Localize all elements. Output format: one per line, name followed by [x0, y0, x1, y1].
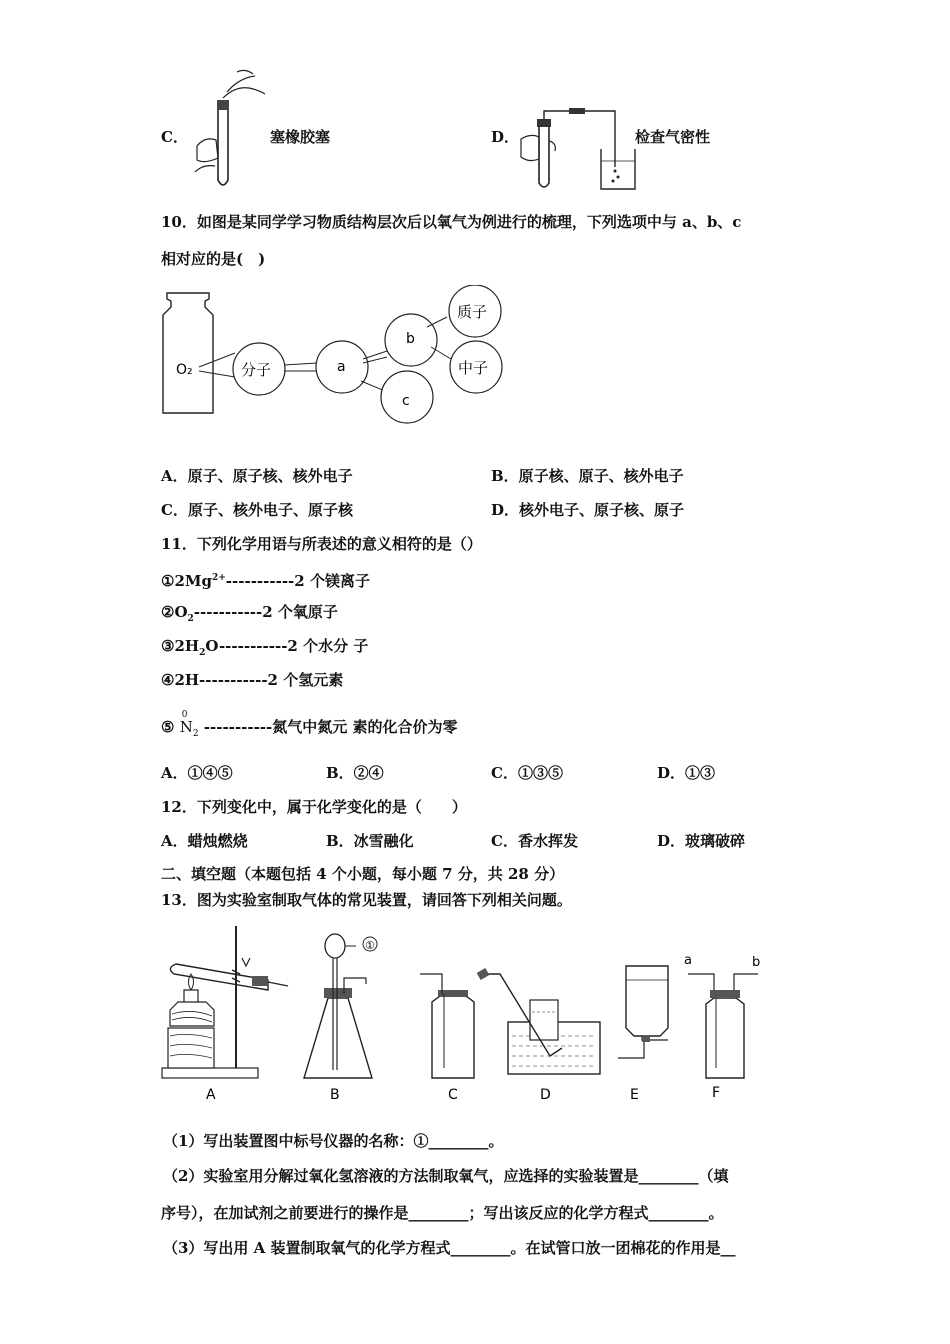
port-b-label: b [752, 955, 761, 970]
apparatus-e [618, 966, 668, 1058]
apparatus-label-b: B [330, 1087, 340, 1103]
q13-sub3: （3）写出用 A 装置制取氧气的化学方程式________。在试管口放一团棉花的作用是__ [163, 1239, 736, 1257]
q10-stem-line2: 相对应的是( ) [161, 250, 266, 268]
q11-item1-charge: 2+ [211, 573, 226, 583]
q11-option-b[interactable]: B．②④ [326, 764, 384, 782]
q12-option-a[interactable]: A．蜡烛燃烧 [161, 832, 248, 850]
apparatus-b [304, 934, 377, 1078]
q11-item4: ④2H-----------2 个氢元素 [161, 671, 344, 689]
q10-option-a[interactable]: A．原子、原子核、核外电子 [161, 467, 353, 485]
apparatus-d [477, 968, 600, 1074]
apparatus-label-f: F [712, 1085, 721, 1101]
q11-stem: 11．下列化学用语与所表述的意义相符的是（） [161, 535, 482, 553]
q11-item5-sub: 2 [192, 729, 199, 739]
apparatus-label-d: D [540, 1087, 551, 1103]
matter-structure-diagram [155, 285, 510, 430]
q10-option-c[interactable]: C．原子、核外电子、原子核 [161, 501, 353, 519]
q11-item3 [161, 636, 368, 663]
q11-item2-num: ②O [161, 603, 188, 621]
q11-item1-text: -----------2 个镁离子 [225, 572, 370, 590]
label-c: c [402, 393, 410, 409]
q11-item3-sub: 2 [199, 648, 206, 658]
q11-item5-formula [179, 710, 199, 744]
q13-sub2-line2: 序号），在加试剂之前要进行的操作是________；写出该反应的化学方程式________。 [161, 1204, 724, 1222]
q11-option-a[interactable]: A．①④⑤ [161, 764, 233, 782]
q11-item1 [161, 568, 370, 591]
label-b: b [406, 331, 415, 347]
proton-label: 质子 [457, 303, 488, 321]
molecule-label: 分子 [241, 361, 272, 379]
apparatus-label-c: C [448, 1087, 458, 1103]
q11-item2 [161, 602, 338, 629]
q9-option-d-label: 检查气密性 [635, 128, 711, 146]
q11-item5-num: ⑤ [161, 718, 175, 736]
apparatus-a [162, 926, 288, 1078]
q9-option-c-label: 塞橡胶塞 [270, 128, 331, 146]
q12-option-d[interactable]: D．玻璃破碎 [657, 832, 746, 850]
q13-sub2-line1: （2）实验室用分解过氧化氢溶液的方法制取氧气，应选择的实验装置是________（填 [163, 1167, 729, 1185]
q12-option-b[interactable]: B．冰雪融化 [326, 832, 414, 850]
q10-stem-line1: 10．如图是某同学学习物质结构层次后以氧气为例进行的梳理，下列选项中与 a、b、c [161, 213, 742, 231]
port-a-label: a [684, 953, 692, 968]
q11-item5-element: N [179, 718, 193, 736]
q11-item2-sub: 2 [187, 614, 194, 624]
q11-item3-text: O-----------2 个水分 子 [205, 637, 369, 655]
gas-apparatus-figure [158, 918, 788, 1108]
q11-item1-num: ①2Mg [161, 572, 212, 590]
q11-item5-text: -----------氮气中氮元 素的化合价为零 [198, 718, 458, 736]
q10-option-d[interactable]: D．核外电子、原子核、原子 [491, 501, 685, 519]
q11-item5-valence: 0 [181, 710, 188, 720]
stopper-insertion-figure [185, 68, 270, 193]
apparatus-label-e: E [630, 1087, 639, 1103]
q10-option-b[interactable]: B．原子核、原子、核外电子 [491, 467, 684, 485]
q9-option-d-letter: D． [491, 128, 520, 146]
bottle-label: O₂ [176, 362, 193, 378]
apparatus-label-a: A [206, 1087, 216, 1103]
q12-option-c[interactable]: C．香水挥发 [491, 832, 578, 850]
section2-heading: 二、填空题（本题包括 4 个小题，每小题 7 分，共 28 分） [161, 865, 565, 883]
neutron-label: 中子 [458, 359, 489, 377]
mark-1-label: ① [365, 939, 375, 952]
q11-item5 [161, 710, 458, 744]
q11-option-d[interactable]: D．①③ [657, 764, 716, 782]
airtightness-check-figure [515, 105, 640, 193]
q9-option-c-letter: C． [161, 128, 188, 146]
apparatus-c [420, 974, 474, 1078]
q13-sub1: （1）写出装置图中标号仪器的名称：①________。 [163, 1132, 504, 1150]
q11-item2-text: -----------2 个氧原子 [193, 603, 338, 621]
q11-option-c[interactable]: C．①③⑤ [491, 764, 563, 782]
q11-item3-num: ③2H [161, 637, 200, 655]
apparatus-f [684, 953, 760, 1078]
q12-stem: 12．下列变化中，属于化学变化的是（ ） [161, 798, 467, 816]
q13-stem: 13．图为实验室制取气体的常见装置，请回答下列相关问题。 [161, 891, 572, 909]
label-a: a [337, 359, 346, 375]
